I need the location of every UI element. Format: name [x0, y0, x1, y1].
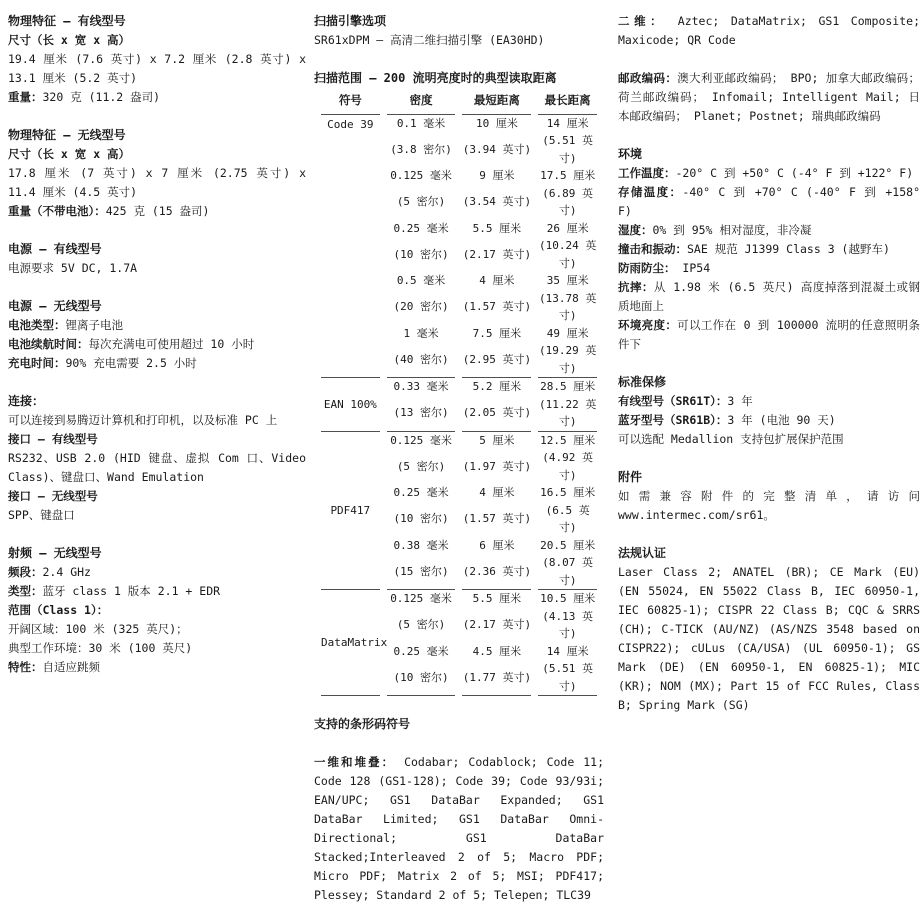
spec-line [8, 620, 306, 639]
spec-line [8, 430, 306, 449]
table-cell: (5.51 英寸) [538, 660, 597, 696]
spec-text: SR61xDPM – 高清二维扫描引擎 (EA30HD) [314, 33, 545, 47]
table-cell: (8.07 英寸) [538, 554, 597, 590]
spec-line [8, 259, 306, 278]
spec-line [314, 753, 604, 905]
spec-line [8, 164, 306, 202]
table-cell: (2.05 英寸) [462, 396, 531, 432]
spec-line [8, 50, 306, 88]
table-cell: 4.5 厘米 [472, 644, 522, 658]
table-cell: (1.57 英寸) [462, 512, 532, 526]
table-cell: 5.2 厘米 [472, 380, 522, 393]
spec-text: 90% 充电需要 2.5 小时 [65, 356, 197, 370]
table-cell: (10 密尔) [387, 660, 456, 696]
spec-text: Aztec; DataMatrix; GS1 Composite; Maxicode; QR Code [618, 14, 920, 47]
table-cell: (40 密尔) [387, 342, 456, 378]
table-cell: 0.25 毫米 [393, 221, 449, 235]
spec-text: 可以连接到易腾迈计算机和打印机，以及标准 PC 上 [8, 413, 278, 427]
spec-text: 每次充满电可使用超过 10 小时 [88, 337, 255, 351]
spec-text: 2.4 GHz [42, 565, 91, 579]
spec-label: 撞击和振动： [618, 242, 687, 256]
spec-section [618, 544, 920, 715]
spec-label: 重量（不带电池）： [8, 204, 106, 218]
column-right [618, 12, 920, 735]
spec-label: 电池类型： [8, 318, 66, 332]
table-cell: 14 厘米 [546, 116, 589, 130]
table-cell: 10.5 厘米 [540, 592, 596, 605]
column-header: 最长距离 [538, 91, 597, 115]
table-cell: 10 厘米 [475, 116, 518, 130]
spec-text: Codabar; Codablock; Code 11; Code 128 (GS1-128); Code 39; Code 93/93i; EAN/UPC; GS1 DataBar Expanded; GS1 DataBar Limited; GS1 DataBar Omni-Directional; GS1 DataBar Stacked;Interleaved 2 of 5; Macro PDF; Micro PDF; Matrix 2 of 5; MSI; PDF417; Plessey; Standard 2 of 5; Telepen; TLC39 [314, 755, 604, 902]
scan-table-title: 扫描范围 — 200 流明亮度时的典型读取距离 [314, 71, 557, 85]
section-heading: 物理特征 — 有线型号 [8, 14, 126, 28]
spec-label: 尺寸（长 x 宽 x 高） [8, 33, 131, 47]
table-cell: (15 密尔) [387, 554, 456, 590]
spec-line [8, 202, 306, 221]
symbology-cell: DataMatrix [321, 590, 380, 696]
spec-line [8, 88, 306, 107]
spec-label: 接口 — 无线型号 [8, 489, 98, 503]
spec-label: 频段： [8, 565, 43, 579]
table-cell: 0.1 毫米 [396, 116, 446, 130]
spec-section [314, 715, 604, 905]
spec-label: 有线型号（SR61T）： [618, 394, 728, 408]
table-cell: 16.5 厘米 [540, 486, 596, 499]
spec-line [618, 240, 920, 259]
spec-text: SPP、键盘口 [8, 508, 75, 522]
section-heading: 扫描引擎选项 [314, 14, 387, 28]
table-cell: (10 密尔) [393, 247, 449, 261]
spec-text: 320 克 (11.2 盎司) [42, 90, 161, 104]
table-cell: 0.33 毫米 [393, 380, 449, 393]
table-cell: 49 厘米 [546, 326, 589, 340]
table-cell: 0.125 毫米 [390, 169, 452, 182]
spec-line [618, 563, 920, 715]
spec-line [8, 316, 306, 335]
symbology-cell: PDF417 [321, 432, 380, 591]
spec-label: 重量： [8, 90, 43, 104]
table-body [321, 115, 597, 697]
spec-text: 19.4 厘米 (7.6 英寸) x 7.2 厘米 (2.8 英寸) x 13.1 厘米 (5.2 英寸) [8, 52, 306, 85]
section-heading: 法规认证 [618, 546, 667, 560]
table-cell: 26 厘米 [546, 221, 589, 235]
table-cell: (20 密尔) [393, 300, 449, 314]
table-cell: 14 厘米 [546, 644, 589, 658]
spec-section [8, 297, 306, 373]
column-header: 最短距离 [462, 91, 531, 115]
table-cell: 5.5 厘米 [472, 221, 522, 235]
spec-section [8, 392, 306, 525]
symbology-cell: Code 39 [321, 115, 380, 379]
table-head [321, 91, 597, 115]
spec-line [618, 12, 920, 50]
spec-section [618, 12, 920, 50]
spec-label: 二维： [618, 14, 667, 28]
table-cell: (10 密尔) [393, 512, 449, 526]
spec-label: 一维和堆叠： [314, 755, 396, 769]
table-cell: (5 密尔) [396, 195, 446, 209]
table-cell: 0.125 毫米 [390, 433, 452, 447]
spec-text: -40° C 到 +70° C (-40° F 到 +158° F) [618, 185, 920, 218]
table-cell: 5 厘米 [479, 433, 515, 447]
table-cell: (6.89 英寸) [542, 186, 594, 217]
spec-line [618, 221, 920, 240]
table-cell: (4.13 英寸) [542, 609, 594, 640]
table-cell: 9 厘米 [479, 169, 515, 182]
spec-text: 17.8 厘米 (7 英寸) x 7 厘米 (2.75 英寸) x 11.4 厘米 (4.5 英寸) [8, 166, 306, 199]
spec-section [8, 126, 306, 221]
spec-section [314, 12, 604, 50]
table-row [321, 590, 597, 608]
spec-label: 特性： [8, 660, 43, 674]
table-cell: (5 密尔) [396, 459, 446, 473]
table-cell: 5.5 厘米 [472, 592, 522, 605]
spec-label: 抗摔： [618, 280, 654, 294]
spec-label: 范围（Class 1）： [8, 603, 109, 617]
table-cell: 7.5 厘米 [472, 326, 522, 340]
spec-text: -20° C 到 +50° C (-4° F 到 +122° F) [675, 166, 914, 180]
table-cell: 1 毫米 [403, 326, 439, 340]
table-cell: (19.29 英寸) [538, 342, 597, 378]
spec-line [8, 449, 306, 487]
section-heading: 标准保修 [618, 375, 667, 389]
table-cell: 4 厘米 [479, 274, 515, 287]
table-cell: 0.125 毫米 [390, 592, 452, 605]
spec-line [8, 506, 306, 525]
spec-text: 澳大利亚邮政编码； BPO; 加拿大邮政编码；荷兰邮政编码； Infomail; Intelligent Mail; 日本邮政编码； Planet; Postnet; 瑞典邮政编码 [618, 71, 920, 123]
section-heading: 电源 — 无线型号 [8, 299, 102, 313]
column-middle [314, 12, 604, 902]
spec-label: 邮政编码： [618, 71, 678, 85]
table-cell: (1.57 英寸) [462, 300, 532, 314]
spec-label: 环境亮度： [618, 318, 678, 332]
spec-line [8, 335, 306, 354]
table-cell: (11.22 英寸) [538, 396, 597, 432]
spec-line [8, 601, 306, 620]
section-heading: 电源 — 有线型号 [8, 242, 102, 256]
table-cell: (4.92 英寸) [542, 451, 594, 482]
table-cell: (2.95 英寸) [462, 342, 531, 378]
spec-label: 湿度： [618, 223, 653, 237]
table-row [321, 378, 597, 396]
table-cell: 0.25 毫米 [393, 486, 449, 499]
spec-section [618, 468, 920, 525]
section-heading: 物理特征 — 无线型号 [8, 128, 126, 142]
table-cell: (2.17 英寸) [462, 618, 532, 632]
spec-section [8, 12, 306, 107]
spec-line [8, 31, 306, 50]
spec-label: 接口 — 有线型号 [8, 432, 98, 446]
table-cell: 0.25 毫米 [393, 644, 449, 658]
spec-text: RS232、USB 2.0 (HID 键盘、虚拟 Com 口、Video Class)、键盘口、Wand Emulation [8, 451, 306, 484]
table-header-row [321, 91, 597, 115]
spec-label: 蓝牙型号（SR61B）： [618, 413, 728, 427]
spec-line [618, 69, 920, 126]
spec-line [8, 145, 306, 164]
spec-section [8, 544, 306, 677]
table-cell: (10.24 英寸) [538, 239, 597, 270]
table-cell: 17.5 厘米 [540, 169, 596, 182]
spec-text: 典型工作环境：30 米 (100 英尺) [8, 641, 193, 655]
section-heading: 附件 [618, 470, 643, 484]
spec-label: 工作温度： [618, 166, 676, 180]
section-heading: 射频 — 无线型号 [8, 546, 102, 560]
spec-label: 存储温度： [618, 185, 683, 199]
spec-line [618, 487, 920, 525]
spec-text: IP54 [675, 261, 711, 275]
table-cell: 4 厘米 [479, 486, 515, 499]
table-cell: (2.36 英寸) [462, 554, 531, 590]
table-cell: (5.51 英寸) [542, 134, 594, 165]
table-cell: (3.94 英寸) [462, 142, 532, 156]
spec-text: 可以工作在 0 到 100000 流明的任意照明条件下 [618, 318, 920, 351]
spec-line [618, 316, 920, 354]
table-cell: 0.5 毫米 [396, 274, 446, 287]
section-heading: 连接： [8, 394, 45, 408]
table-cell: 0.38 毫米 [393, 538, 449, 552]
spec-label: 类型： [8, 584, 43, 598]
spec-label: 防雨防尘： [618, 261, 676, 275]
spec-text: 如需兼容附件的完整清单，请访问 www.intermec.com/sr61。 [618, 489, 920, 522]
table-cell: (2.17 英寸) [462, 247, 532, 261]
scan-range-section [314, 69, 604, 696]
spec-label: 尺寸（长 x 宽 x 高） [8, 147, 131, 161]
symbology-cell: EAN 100% [321, 378, 380, 432]
spec-text: 电源要求 5V DC, 1.7A [8, 261, 138, 275]
spec-text: 3 年 (电池 90 天) [727, 413, 836, 427]
spec-line [618, 183, 920, 221]
spec-line [618, 430, 920, 449]
section-heading: 支持的条形码符号 [314, 717, 411, 731]
table-cell: (3.8 密尔) [390, 142, 452, 156]
spec-line [618, 278, 920, 316]
spec-line [618, 259, 920, 278]
table-cell: (1.97 英寸) [462, 459, 532, 473]
spec-label: 电池续航时间： [8, 337, 89, 351]
spec-section [618, 145, 920, 354]
spec-line [618, 164, 920, 183]
spec-text: 开阔区域：100 米 (325 英尺)； [8, 622, 188, 636]
spec-label: 充电时间： [8, 356, 66, 370]
spec-text: 可以选配 Medallion 支持包扩展保护范围 [618, 432, 844, 446]
spec-line [8, 658, 306, 677]
table-cell: (5 密尔) [396, 618, 446, 632]
spec-section [618, 69, 920, 126]
spec-line [618, 411, 920, 430]
table-cell: (3.54 英寸) [462, 195, 532, 209]
table-cell: (13 密尔) [387, 396, 456, 432]
spec-line [8, 411, 306, 430]
column-header: 符号 [321, 91, 380, 115]
table-cell: (1.77 英寸) [462, 660, 531, 696]
table-row [321, 432, 597, 450]
scan-range-table [314, 91, 604, 696]
column-header: 密度 [387, 91, 456, 115]
column-left [8, 12, 306, 735]
spec-line [8, 563, 306, 582]
spec-line [8, 582, 306, 601]
spec-text: 3 年 [727, 394, 753, 408]
spec-text: SAE 规范 J1399 Class 3 (越野车) [687, 242, 890, 256]
spec-text: 从 1.98 米 (6.5 英尺) 高度掉落到混凝土或钢质地面上 [618, 280, 920, 313]
table-cell: (6.5 英寸) [545, 503, 590, 534]
spec-text: 自适应跳频 [42, 660, 100, 674]
spec-section [618, 373, 920, 449]
spec-line [618, 392, 920, 411]
spec-line [8, 639, 306, 658]
spec-text: 锂离子电池 [65, 318, 123, 332]
table-cell: 12.5 厘米 [540, 433, 596, 447]
table-cell: 28.5 厘米 [540, 380, 596, 393]
table-cell: 20.5 厘米 [540, 538, 596, 552]
section-heading: 环境 [618, 147, 643, 161]
spec-text: 蓝牙 class 1 版本 2.1 + EDR [42, 584, 221, 598]
spec-line [8, 487, 306, 506]
table-row [321, 115, 597, 133]
spec-line [314, 31, 604, 50]
spec-text: 425 克 (15 盎司) [105, 204, 210, 218]
table-cell: (13.78 英寸) [538, 291, 597, 322]
spec-text: 0% 到 95% 相对湿度，非冷凝 [652, 223, 812, 237]
spec-line [8, 354, 306, 373]
table-cell: 6 厘米 [479, 538, 515, 552]
spec-text: Laser Class 2; ANATEL (BR); CE Mark (EU) (EN 55024, EN 55022 Class B, IEC 60950-1, IEC 60825-1); CISPR 22 Class B; CQC & SRRS (CH); C-TICK (AU/NZ) (AS/NZS 3548 based on CISPR22); cULus (CA/USA) (UL 60950-1); GS Mark (DE) (EN 60950-1, EN 60825-1); MIC (KR); NOM (MX); Part 15 of FCC Rules, Class B; Spring Mark (SG) [618, 565, 920, 712]
table-cell: 35 厘米 [546, 274, 589, 287]
spec-section [8, 240, 306, 278]
